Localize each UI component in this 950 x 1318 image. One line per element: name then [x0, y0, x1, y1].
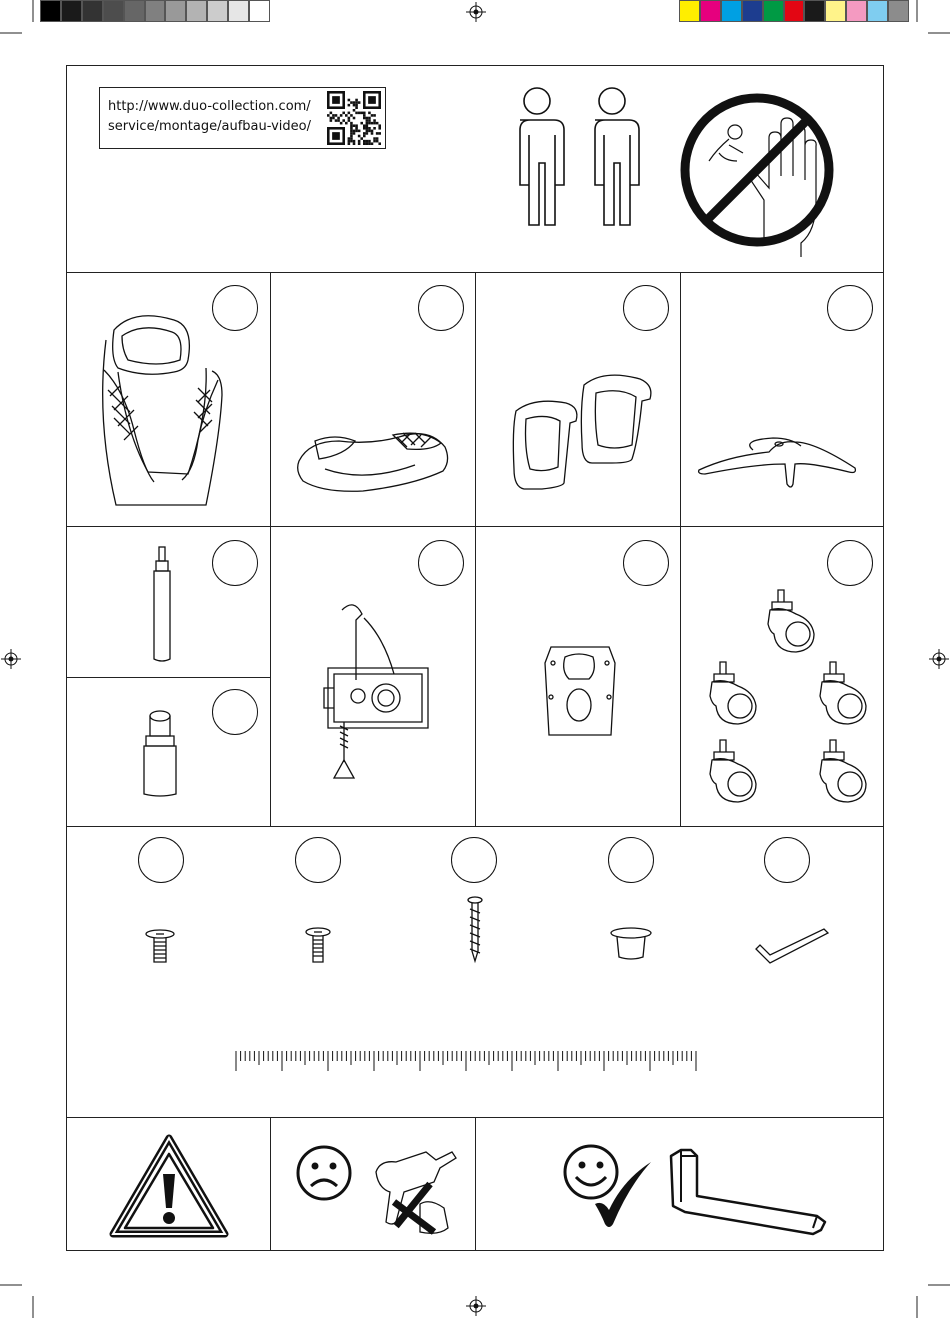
registration-mark-left [1, 649, 21, 669]
warning-icon [107, 1132, 231, 1242]
part-number-circle [764, 837, 810, 883]
tilt-mechanism-icon [322, 600, 442, 780]
part-number-circle [295, 837, 341, 883]
end-cap-icon [607, 926, 657, 962]
backrest-icon [100, 310, 230, 500]
part-number-circle [212, 540, 258, 586]
bolt-small-icon [300, 925, 340, 965]
wood-screw-icon [465, 895, 485, 965]
part-number-circle [418, 285, 464, 331]
registration-mark-right [929, 649, 949, 669]
divider [680, 272, 681, 826]
casters-icon [706, 588, 876, 808]
qr-code-icon[interactable] [327, 91, 381, 145]
video-url-line-2: service/montage/aufbau-video/ [108, 119, 311, 134]
divider [66, 677, 271, 678]
bolt-icon [142, 927, 182, 967]
part-number-circle [451, 837, 497, 883]
registration-mark-top [466, 2, 486, 22]
part-number-circle [138, 837, 184, 883]
sad-face-icon [295, 1144, 353, 1202]
no-power-drill-icon [370, 1144, 460, 1234]
part-number-circle [608, 837, 654, 883]
divider [270, 272, 271, 826]
part-number-circle [827, 285, 873, 331]
divider [475, 272, 476, 826]
allen-key-icon [752, 927, 832, 967]
no-children-icon [679, 92, 839, 252]
part-number-circle [623, 285, 669, 331]
video-url-line-1: http://www.duo-collection.com/ [108, 99, 311, 114]
backrest-plate-icon [545, 643, 615, 743]
video-url-box[interactable] [99, 87, 386, 149]
gas-lift-icon [148, 545, 178, 665]
part-number-circle [623, 540, 669, 586]
part-number-circle [418, 540, 464, 586]
divider [270, 1117, 271, 1251]
registration-mark-bottom [466, 1296, 486, 1316]
divider [66, 826, 884, 827]
checkmark-icon [593, 1160, 655, 1230]
divider [475, 1117, 476, 1251]
allen-key-large-icon [665, 1148, 835, 1228]
star-base-icon [695, 432, 865, 492]
seat-icon [295, 425, 450, 495]
armrests-icon [508, 375, 658, 495]
measuring-ruler [233, 1049, 703, 1073]
part-number-circle [212, 689, 258, 735]
part-number-circle [827, 540, 873, 586]
telescopic-cover-icon [138, 708, 188, 798]
two-persons-icon [500, 86, 650, 246]
